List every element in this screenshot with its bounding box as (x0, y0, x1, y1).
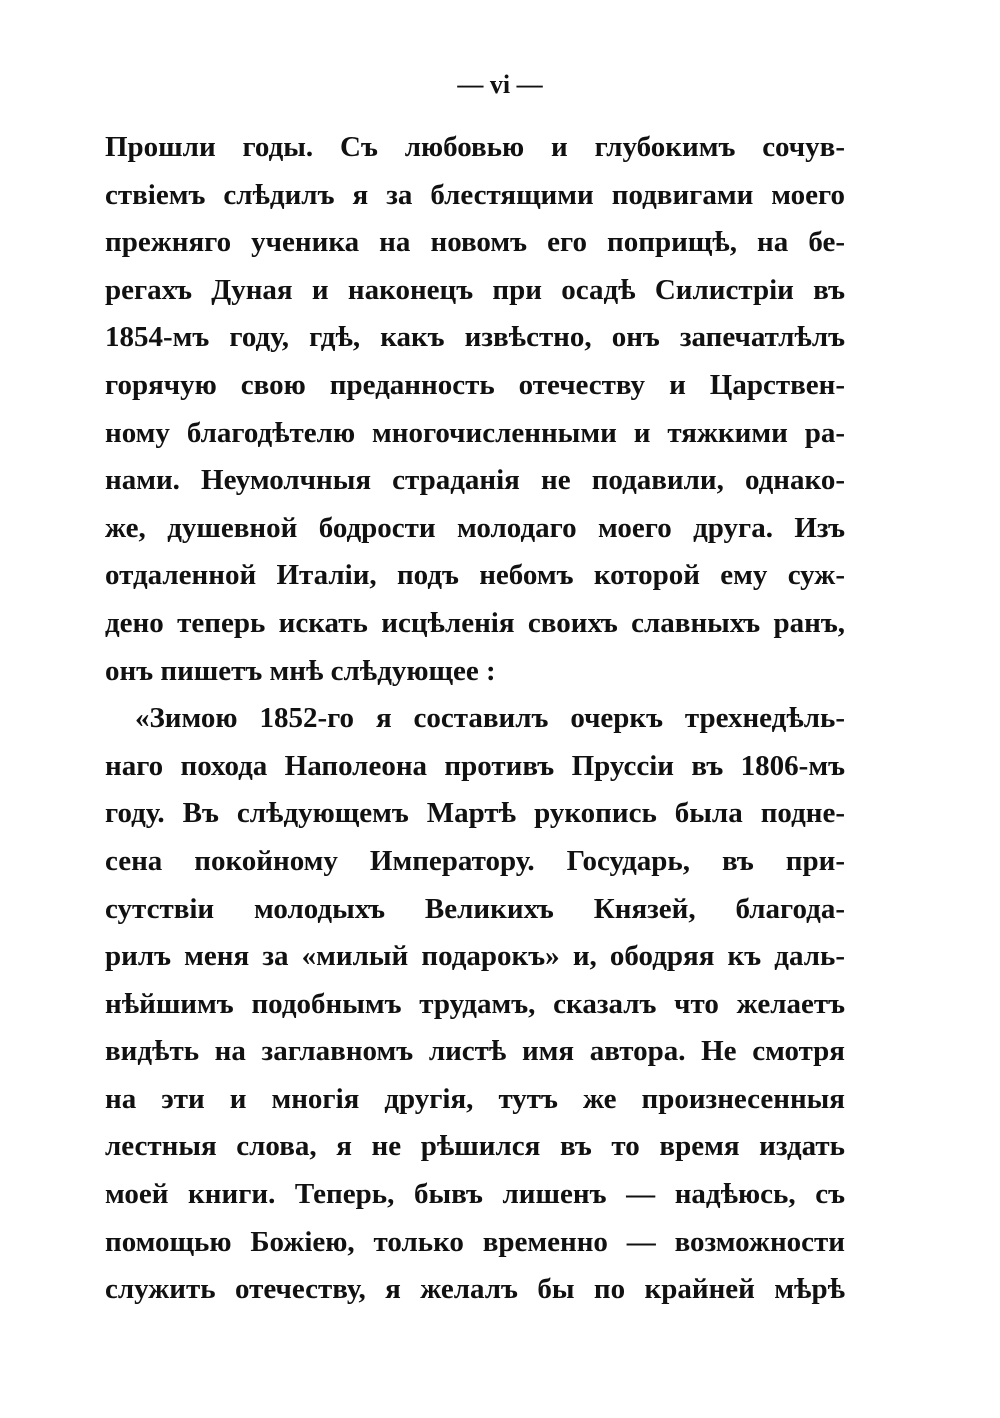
text-line: служить отечеству, я желалъ бы по крайней мѣрѣ (105, 1273, 845, 1306)
body-text (105, 124, 845, 1314)
text-line: лестныя слова, я не рѣшился въ то время издать (105, 1130, 845, 1163)
text-line: ствіемъ слѣдилъ я за блестящими подвигами моего (105, 178, 845, 211)
text-line: онъ пишетъ мнѣ слѣдующее : (105, 654, 496, 687)
text-line: помощью Божіею, только временно — возможности (105, 1225, 845, 1258)
text-line: нами. Неумолчныя страданія не подавили, однако- (105, 464, 845, 497)
text-line: сена покойному Императору. Государь, въ при- (105, 844, 845, 877)
text-line: сутствіи молодыхъ Великихъ Князей, благода- (105, 892, 845, 925)
text-line: году. Въ слѣдующемъ Мартѣ рукопись была подне- (105, 797, 845, 830)
text-line: дено теперь искать исцѣленія своихъ славныхъ ранъ, (105, 606, 845, 639)
text-line: видѣть на заглавномъ листѣ имя автора. Не смотря (105, 1035, 845, 1068)
text-line: регахъ Дуная и наконецъ при осадѣ Силистріи въ (105, 273, 845, 306)
text-line: ному благодѣтелю многочисленными и тяжкими ра- (105, 416, 845, 449)
text-line: горячую свою преданность отечеству и Царствен- (105, 368, 845, 401)
text-line: 1854-мъ году, гдѣ, какъ извѣстно, онъ запечатлѣлъ (105, 321, 845, 354)
text-line: отдаленной Италіи, подъ небомъ которой ему суж- (105, 559, 845, 592)
text-line: нѣйшимъ подобнымъ трудамъ, сказалъ что желаетъ (105, 987, 845, 1020)
text-line: Прошли годы. Съ любовью и глубокимъ сочув- (105, 131, 845, 163)
text-line: наго похода Наполеона противъ Пруссіи въ 1806-мъ (105, 749, 845, 782)
quote-start-line: «Зимою 1852-го я составилъ очеркъ трехнедѣль- (135, 702, 845, 735)
text-line: же, душевной бодрости молодаго моего друга. Изъ (105, 511, 845, 544)
text-line: моей книги. Теперь, бывъ лишенъ — надѣюсь, съ (105, 1178, 845, 1211)
text-line: прежняго ученика на новомъ его поприщѣ, на бе- (105, 226, 845, 259)
text-line: на эти и многія другія, тутъ же произнесенныя (105, 1082, 845, 1115)
text-line: рилъ меня за «милый подарокъ» и, ободряя къ даль- (105, 940, 845, 973)
page-number: — vi — (457, 70, 543, 99)
